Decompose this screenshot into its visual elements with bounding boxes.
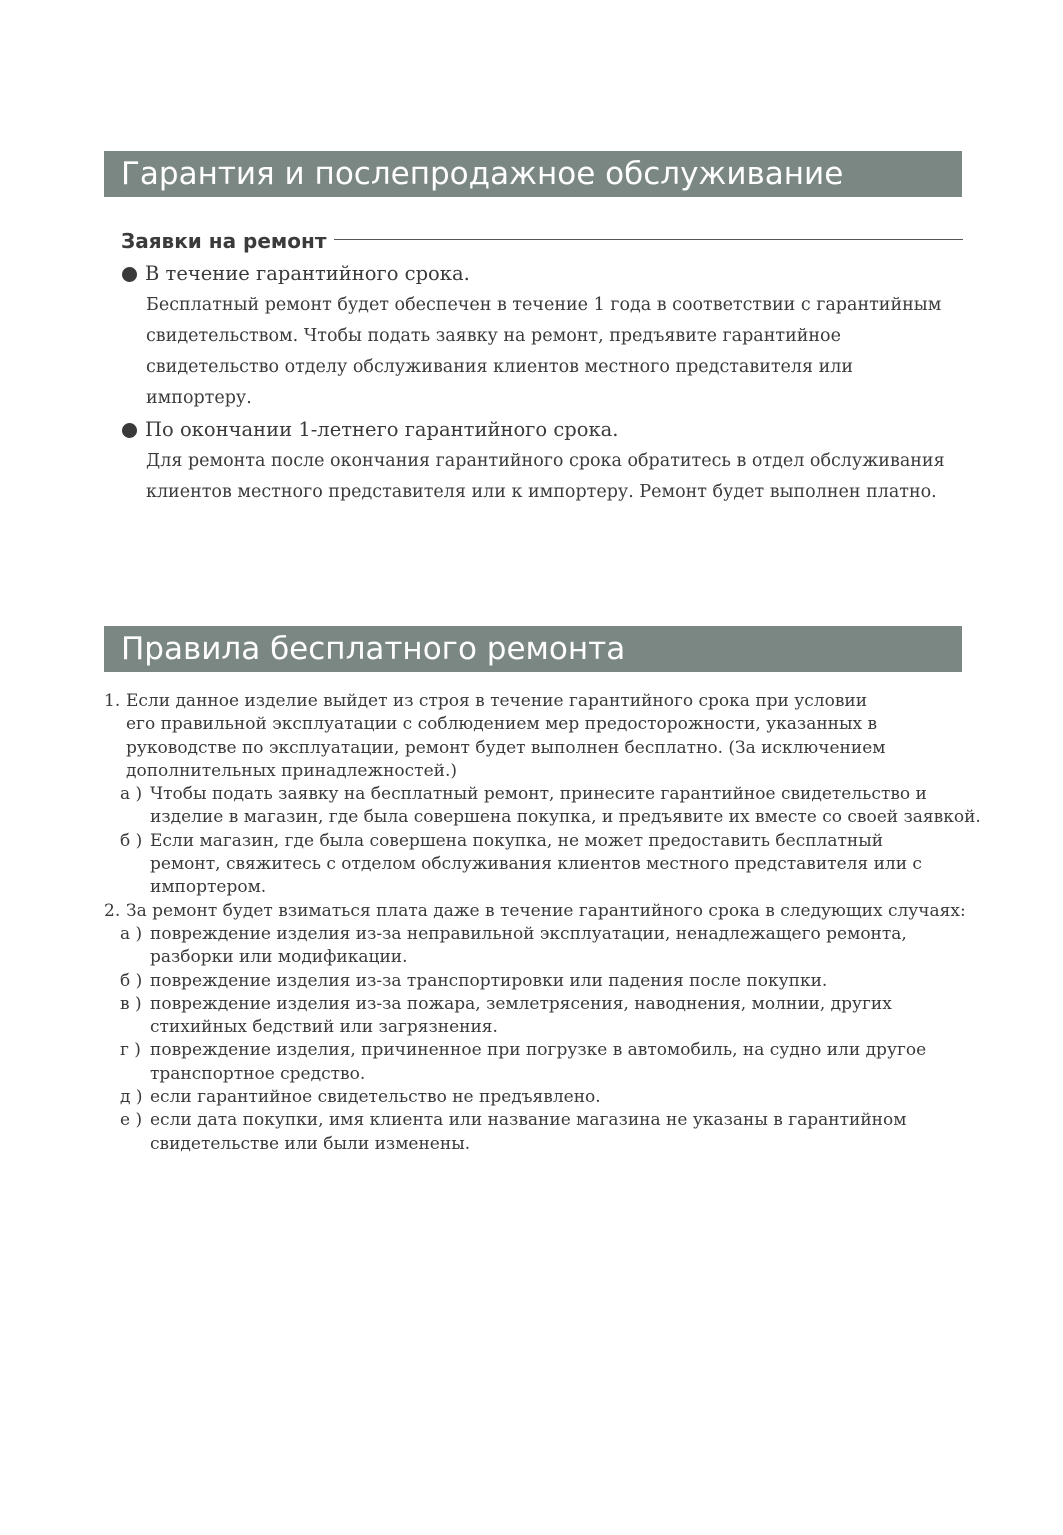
subheading-divider [334, 239, 963, 240]
bullet-after-warranty [120, 415, 619, 445]
bullet-after-warranty-text [146, 446, 945, 508]
subheading-repair-requests: Заявки на ремонт [121, 229, 327, 253]
section-title-warranty: Гарантия и послепродажное обслуживание [104, 151, 962, 197]
rule-text: Если данное изделие выйдет из строя в течение гарантийного срока при условии [126, 691, 868, 711]
subrule-text: повреждение изделия, причиненное при погрузке в автомобиль, на судно или другое [150, 1040, 927, 1061]
subrule-text: транспортное средство. [150, 1063, 366, 1084]
bullet-heading: По окончании 1-летнего гарантийного срока. [145, 418, 619, 441]
section-title-free-repair-rules: Правила бесплатного ремонта [104, 626, 962, 672]
subrule-text: если дата покупки, имя клиента или название магазина не указаны в гарантийном [150, 1110, 907, 1131]
subrule-text: повреждение изделия из-за пожара, землетрясения, наводнения, молнии, других [150, 993, 892, 1014]
subrule-text: импортером. [150, 877, 267, 898]
subrule-marker: в ) [120, 993, 142, 1014]
subheading-row [121, 226, 963, 256]
subrule-marker: а ) [120, 923, 143, 944]
paragraph-line: свидетельством. Чтобы подать заявку на ремонт, предъявите гарантийное [146, 326, 841, 346]
rule-text: руководстве по эксплуатации, ремонт будет выполнен бесплатно. (За исключением [126, 737, 886, 758]
paragraph-line: клиентов местного представителя или к импортеру. Ремонт будет выполнен платно. [146, 482, 937, 502]
paragraph-line: импортеру. [146, 388, 252, 408]
bullet-heading: В течение гарантийного срока. [145, 262, 470, 285]
subrule-text: повреждение изделия из-за неправильной эксплуатации, ненадлежащего ремонта, [150, 923, 907, 944]
paragraph-line: Для ремонта после окончания гарантийного срока обратитесь в отдел обслуживания [146, 451, 945, 471]
rule-text: его правильной эксплуатации с соблюдением мер предосторожности, указанных в [126, 714, 878, 735]
subrule-text: ремонт, свяжитесь с отделом обслуживания клиентов местного представителя или с [150, 854, 922, 875]
paragraph-line: Бесплатный ремонт будет обеспечен в течение 1 года в соответствии с гарантийным [146, 295, 942, 315]
subrule-text: повреждение изделия из-за транспортировки или падения после покупки. [150, 970, 828, 991]
paragraph-line: свидетельство отделу обслуживания клиентов местного представителя или [146, 357, 854, 377]
bullet-warranty-period-text [146, 290, 941, 414]
subrule-marker: б ) [120, 830, 143, 851]
bullet-warranty-period [120, 259, 470, 289]
subrule-text: изделие в магазин, где была совершена покупка, и предъявите их вместе со своей заявкой. [150, 807, 981, 828]
subrule-marker: г ) [120, 1040, 141, 1061]
rule-text: За ремонт будет взиматься плата даже в течение гарантийного срока в следующих случаях: [126, 900, 966, 921]
subrule-text: стихийных бедствий или загрязнения. [150, 1017, 498, 1038]
subrule-text: разборки или модификации. [150, 947, 408, 968]
subrule-text: если гарантийное свидетельство не предъявлено. [150, 1087, 601, 1108]
subrule-marker: б ) [120, 970, 143, 991]
rule-number: 2. [104, 900, 121, 921]
rule-number: 1. [104, 691, 121, 711]
subrule-text: Если магазин, где была совершена покупка, не может предоставить бесплатный [150, 830, 884, 851]
subrule-marker: е ) [120, 1110, 143, 1131]
bullet-dot-icon [122, 423, 137, 438]
subrule-marker: д ) [120, 1087, 143, 1108]
rule-text: дополнительных принадлежностей.) [126, 760, 457, 781]
bullet-dot-icon [122, 267, 137, 282]
subrule-marker: а ) [120, 784, 143, 805]
subrule-text: свидетельстве или были изменены. [150, 1133, 471, 1154]
subrule-text: Чтобы подать заявку на бесплатный ремонт, принесите гарантийное свидетельство и [150, 784, 927, 805]
